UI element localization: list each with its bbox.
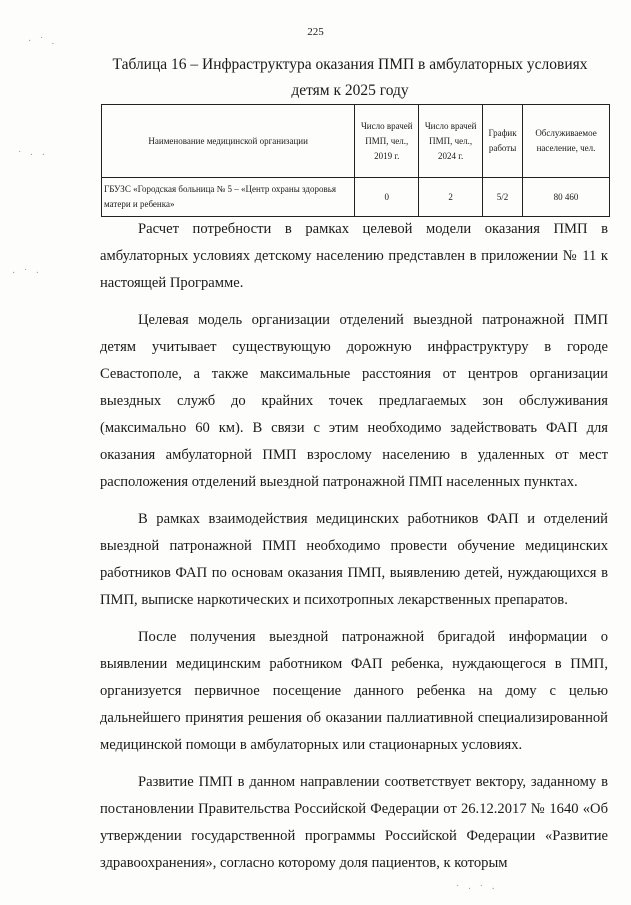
paragraph-target-model: Целевая модель организации отделений выездной патронажной ПМП детям учитывает существующую дорожную инфраструктуру в городе Севастополе, а также максимальные расстояния от центров организации выездных служб до крайних точек предлагаемых зон обслуживания (максимально 60 км). В связи с этим необходимо задействовать ФАП для оказания амбулаторной ПМП взрослому населению в удаленных от мест расположения отделений выездной патронажной ПМП населенных пунктах. (100, 312, 608, 490)
cell-doctors-2019: 0 (355, 178, 419, 217)
header-doctors-2019: Число врачей ПМП, чел., 2019 г. (355, 105, 419, 178)
paragraph-first-visit: После получения выездной патронажной бригадой информации о выявлении медицинским работником ФАП ребенка, нуждающегося в ПМП, организуется первичное посещение данного ребенка на дому с целью дальнейшего принятия решения об оказании паллиативной специализированной медицинской помощи в амбулаторных или стационарных условиях. (100, 629, 608, 753)
header-organization: Наименование медицинской организации (102, 105, 355, 178)
scan-noise-mark: ˙ · ˙ · (456, 884, 498, 895)
page-number: 225 (307, 26, 324, 38)
header-schedule: График работы (483, 105, 523, 178)
table-row (102, 178, 610, 217)
infrastructure-table (101, 104, 610, 217)
table-title-line-1: Таблица 16 – Инфраструктура оказания ПМП в амбулаторных условиях (112, 56, 588, 73)
paragraph-government-program: Развитие ПМП в данном направлении соответствует вектору, заданному в постановлении Правительства Российской Федерации от 26.12.2017 № 1640 «Об утверждении государственной программы Российской Федерации «Развитие здравоохранения», согласно которому доля пациентов, к которым (100, 774, 608, 871)
scan-noise-mark: ˙ · · (18, 150, 48, 161)
table-title (60, 52, 631, 104)
scan-noise-mark: · ˙ . (28, 36, 58, 47)
header-doctors-2024: Число врачей ПМП, чел., 2024 г. (419, 105, 483, 178)
cell-schedule: 5/2 (483, 178, 523, 217)
paragraph-calculation: Расчет потребности в рамках целевой модели оказания ПМП в амбулаторных условиях детскому населению представлен в приложении № 11 к настоящей Программе. (100, 221, 608, 291)
table-header-row (102, 105, 610, 178)
header-population: Обслуживаемое население, чел. (523, 105, 610, 178)
cell-organization: ГБУЗС «Городская больница № 5 – «Центр охраны здоровья матери и ребенка» (102, 178, 355, 217)
cell-population: 80 460 (523, 178, 610, 217)
scan-noise-mark: · ˙ · (12, 268, 42, 279)
table-title-line-2: детям к 2025 году (291, 82, 409, 99)
paragraph-fap-training: В рамках взаимодействия медицинских работников ФАП и отделений выездной патронажной ПМП необходимо провести обучение медицинских работников ФАП по основам оказания ПМП, выявлению детей, нуждающихся в ПМП, выписке наркотических и психотропных лекарственных препаратов. (100, 511, 608, 608)
cell-doctors-2024: 2 (419, 178, 483, 217)
body-text (100, 216, 608, 877)
